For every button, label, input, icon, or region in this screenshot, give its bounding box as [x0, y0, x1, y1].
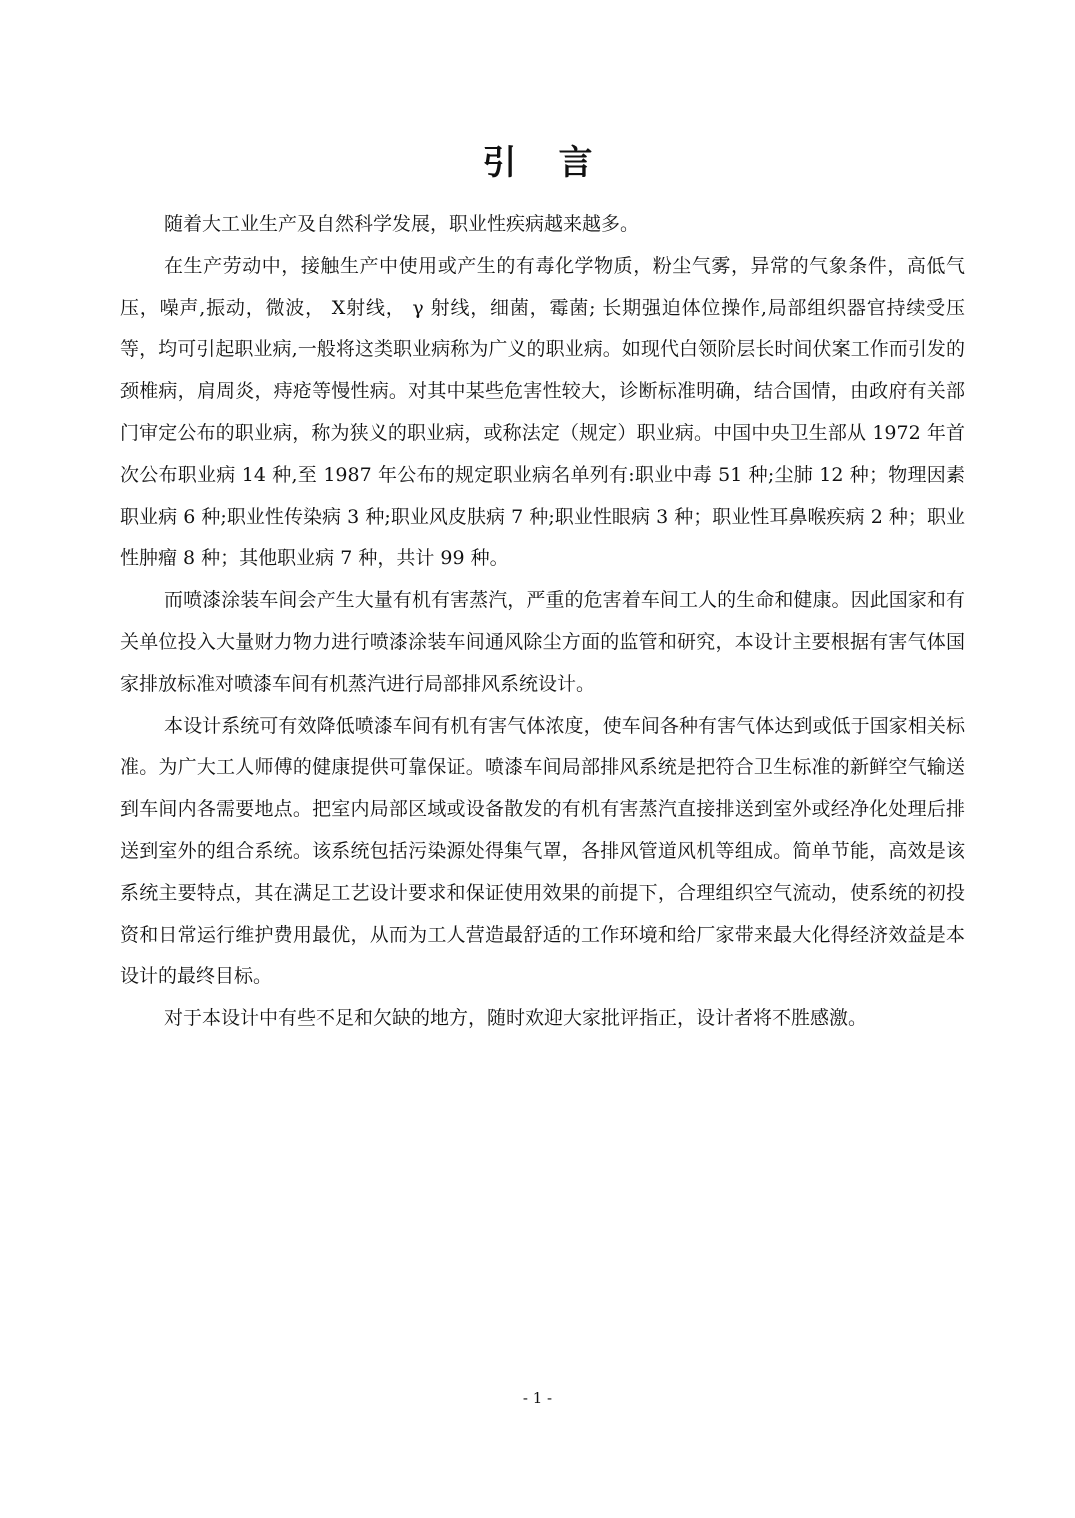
paragraph-intro: 随着大工业生产及自然科学发展，职业性疾病越来越多。 [164, 213, 640, 235]
paragraph-closing: 对于本设计中有些不足和欠缺的地方，随时欢迎大家批评指正，设计者将不胜感激。 [164, 1007, 868, 1030]
page-number: - 1 - [522, 1389, 553, 1407]
paragraph-spray-workshop: 而喷漆涂装车间会产生大量有机有害蒸汽，严重的危害着车间工人的生命和健康。因此国家和有关单位投入大量财力物力进行喷漆涂装车间通风除尘方面的监管和研究，本设计主要根据有害气体国家排放标准对喷漆车间有机蒸汽进行局部排风系统设计。 [120, 589, 965, 695]
body-text [120, 204, 965, 1040]
paragraph-occupational-disease: 在生产劳动中，接触生产中使用或产生的有毒化学物质，粉尘气雾，异常的气象条件，高低气压，噪声,振动，微波， X射线， γ 射线，细菌，霉菌; 长期强迫体位操作,局部组织器官持续受压等，均可引起职业病,一般将这类职业病称为广义的职业病。如现代白领阶层长时间伏案工作而引发的颈椎病，肩周炎，痔疮等慢性病。对其中某些危害性较大，诊断标准明确，结合国情，由政府有关部门审定公布的职业病，称为狭义的职业病，或称法定（规定）职业病。中国中央卫生部从 1972 年首次公布职业病 14 种,至 1987 年公布的规定职业病名单列有:职业中毒 51 种;尘肺 12 种；物理因素职业病 6 种;职业性传染病 3 种;职业风皮肤病 7 种;职业性眼病 3 种；职业性耳鼻喉疾病 2 种；职业性肿瘤 8 种；其他职业病 7 种，共计 99 种。 [120, 254, 965, 570]
page-title: 引言 [482, 142, 635, 183]
paragraph-system-description: 本设计系统可有效降低喷漆车间有机有害气体浓度，使车间各种有害气体达到或低于国家相关标准。为广大工人师傅的健康提供可靠保证。喷漆车间局部排风系统是把符合卫生标准的新鲜空气输送到车间内各需要地点。把室内局部区域或设备散发的有机有害蒸汽直接排送到室外或经净化处理后排送到室外的组合系统。该系统包括污染源处得集气罩，各排风管道风机等组成。简单节能，高效是该系统主要特点，其在满足工艺设计要求和保证使用效果的前提下，合理组织空气流动，使系统的初投资和日常运行维护费用最优，从而为工人营造最舒适的工作环境和给厂家带来最大化得经济效益是本设计的最终目标。 [120, 714, 965, 988]
